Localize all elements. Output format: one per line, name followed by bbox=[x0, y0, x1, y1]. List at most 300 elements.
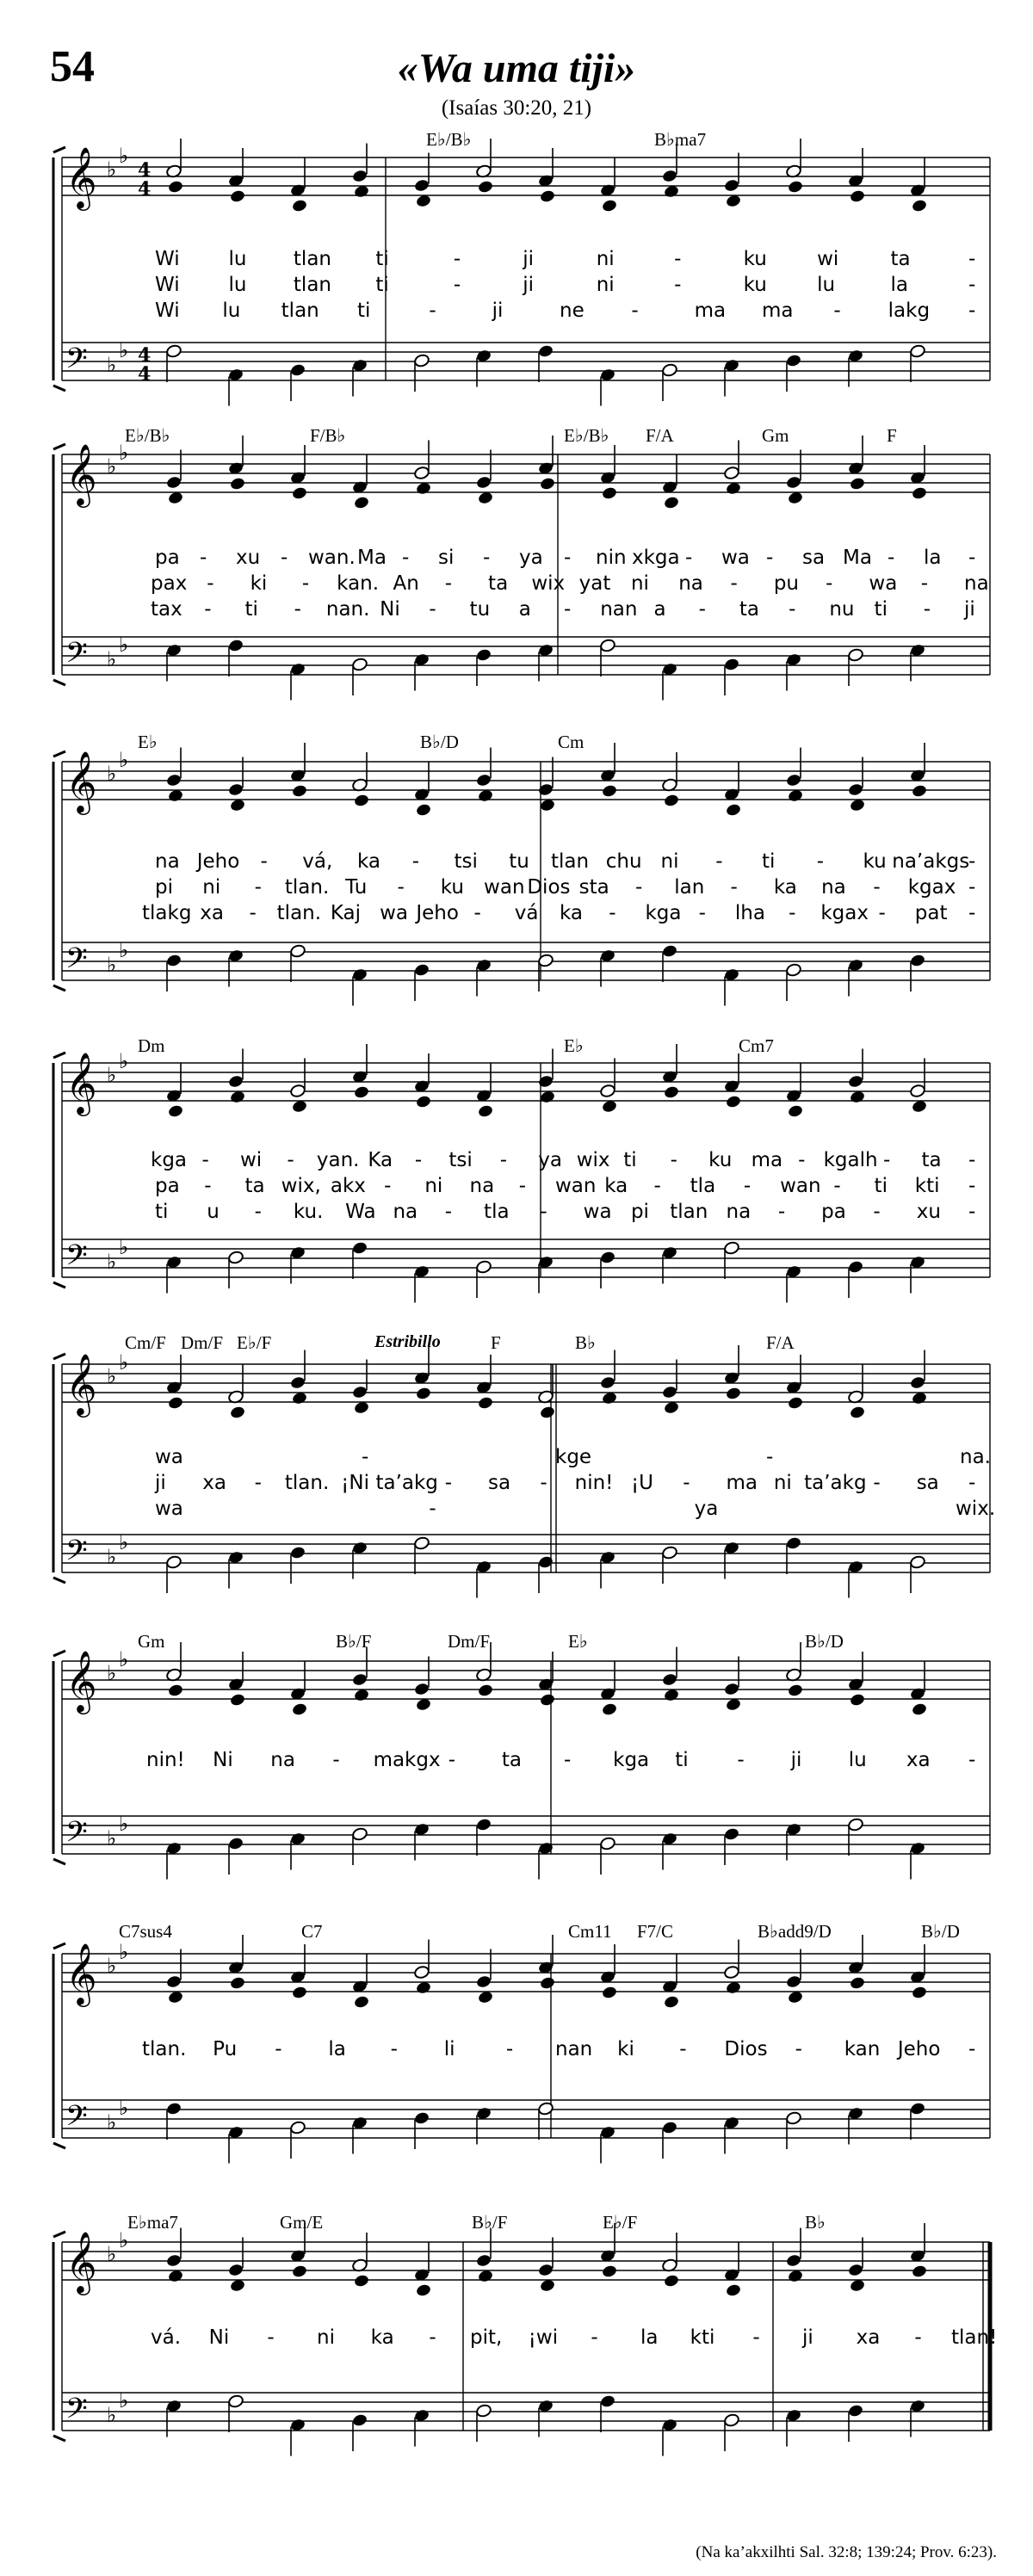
note-head bbox=[475, 1818, 492, 1832]
note-head bbox=[229, 1976, 245, 1991]
chord-symbol: F/A bbox=[766, 1332, 795, 1353]
note-head bbox=[289, 2121, 306, 2135]
note-head bbox=[413, 963, 430, 978]
lyric-syllable: Jeho bbox=[196, 850, 240, 873]
lyric-syllable: - bbox=[968, 1749, 976, 1771]
flat-icon: ♭ bbox=[107, 158, 117, 182]
flat-icon: ♭ bbox=[107, 454, 117, 479]
lyric-syllable: tlan bbox=[293, 248, 331, 270]
lyric-syllable: kgalh bbox=[823, 1149, 878, 1171]
lyric-syllable: - bbox=[914, 2326, 922, 2349]
lyric-syllable: sa bbox=[802, 547, 826, 569]
note-head bbox=[289, 1546, 306, 1560]
lyric-syllable: chu bbox=[605, 850, 642, 873]
lyric-syllable: xa bbox=[856, 2326, 881, 2349]
note-head bbox=[165, 2102, 182, 2116]
lyric-syllable: u bbox=[207, 1201, 220, 1223]
lyric-syllable: - bbox=[518, 1175, 527, 1197]
lyric-syllable: ta’akg bbox=[804, 1472, 867, 1494]
lyric-syllable: Ni bbox=[208, 2326, 230, 2349]
note-head bbox=[663, 1085, 679, 1100]
note-head bbox=[291, 486, 307, 501]
note-head bbox=[353, 496, 369, 510]
note-head bbox=[167, 1683, 183, 1698]
flat-icon: ♭ bbox=[107, 2110, 117, 2134]
lyric-syllable: ti bbox=[874, 598, 888, 621]
lyric-syllable: ¡U bbox=[630, 1472, 653, 1494]
lyric-syllable: xu bbox=[916, 1201, 941, 1223]
lyric-syllable: ti bbox=[155, 1201, 169, 1223]
note-head bbox=[723, 2413, 739, 2428]
note-head bbox=[415, 1387, 431, 1401]
lyric-syllable: kga bbox=[151, 1149, 188, 1171]
note-head bbox=[785, 475, 801, 490]
note-head bbox=[849, 477, 865, 491]
lyric-syllable: Ma bbox=[843, 547, 872, 569]
lyric-syllable: - bbox=[564, 598, 572, 621]
lyric-syllable: ti bbox=[623, 1149, 637, 1171]
lyric-syllable: akx bbox=[330, 1175, 366, 1197]
bass-clef-icon: 𝄢 bbox=[65, 942, 88, 982]
lyric-syllable: xkga bbox=[632, 547, 680, 569]
flat-icon: ♭ bbox=[119, 441, 129, 465]
flat-icon: ♭ bbox=[107, 1954, 117, 1978]
note-head bbox=[723, 1827, 739, 1842]
lyric-syllable: - bbox=[730, 572, 738, 595]
lyric-syllable: ku bbox=[743, 248, 767, 270]
note-head bbox=[165, 773, 182, 788]
chord-symbol: B♭/F bbox=[472, 2212, 508, 2233]
lyric-syllable: - bbox=[968, 248, 976, 270]
lyric-syllable: ni bbox=[317, 2326, 335, 2349]
lyric-syllable: Ni bbox=[213, 1749, 233, 1771]
lyric-syllable: wan bbox=[484, 876, 525, 899]
lyric-syllable: ni bbox=[660, 850, 679, 873]
note-head bbox=[351, 169, 368, 183]
lyric-syllable: na. bbox=[960, 1446, 991, 1468]
lyric-syllable: - bbox=[384, 1175, 392, 1197]
lyric-syllable: - bbox=[453, 248, 461, 270]
lyric-syllable: nin! bbox=[146, 1749, 185, 1771]
note-head bbox=[353, 2274, 369, 2289]
note-head bbox=[477, 1396, 493, 1411]
lyric-syllable: ki bbox=[617, 2038, 634, 2060]
lyric-syllable: ti bbox=[675, 1749, 689, 1771]
lyric-syllable: - bbox=[888, 547, 895, 569]
lyric-syllable: - bbox=[833, 1175, 841, 1197]
note-head bbox=[787, 1396, 803, 1411]
lyric-syllable: wix, bbox=[281, 1175, 321, 1197]
note-head bbox=[723, 466, 739, 480]
note-head bbox=[353, 1995, 369, 2010]
lyric-syllable: - bbox=[730, 876, 738, 899]
lyric-syllable: si bbox=[438, 547, 455, 569]
lyric-syllable: wa bbox=[869, 572, 898, 595]
flat-icon: ♭ bbox=[107, 2403, 117, 2427]
chord-symbol: F/B♭ bbox=[310, 425, 346, 446]
lyric-syllable: ji bbox=[802, 2326, 813, 2349]
note-head bbox=[165, 475, 182, 490]
bass-clef-icon: 𝄢 bbox=[65, 2393, 88, 2432]
note-head bbox=[291, 1702, 307, 1717]
lyric-syllable: - bbox=[674, 248, 682, 270]
lyric-syllable: tsi bbox=[454, 850, 478, 873]
flat-icon: ♭ bbox=[119, 338, 129, 362]
lyric-syllable: kgax bbox=[907, 876, 956, 899]
lyric-syllable: xa bbox=[200, 902, 224, 924]
note-head bbox=[289, 363, 306, 378]
lyric-syllable: ni bbox=[630, 572, 649, 595]
chord-symbol: Gm/E bbox=[280, 2212, 324, 2233]
note-head bbox=[911, 1986, 927, 2000]
lyric-syllable: - bbox=[453, 274, 461, 296]
lyric-syllable: na bbox=[469, 1175, 495, 1197]
lyric-syllable: - bbox=[968, 1175, 976, 1197]
lyric-syllable: lakg bbox=[888, 300, 931, 322]
lyric-syllable: Ni bbox=[380, 598, 400, 621]
chord-symbol: C7sus4 bbox=[119, 1921, 172, 1942]
chord-symbol: B♭/D bbox=[420, 732, 459, 752]
lyric-syllable: ma bbox=[726, 1472, 758, 1494]
lyric-syllable: Wi bbox=[155, 274, 180, 296]
lyric-syllable: - bbox=[201, 1149, 209, 1171]
lyric-syllable: wa bbox=[155, 1498, 183, 1520]
lyric-syllable: ya bbox=[694, 1498, 719, 1520]
note-head bbox=[413, 1682, 430, 1696]
lyric-syllable: ni bbox=[596, 248, 615, 270]
treble-clef-icon: 𝄞 bbox=[65, 1942, 97, 2005]
note-head bbox=[847, 2263, 863, 2277]
lyric-syllable: pi bbox=[630, 1201, 649, 1223]
lyric-syllable: - bbox=[411, 850, 420, 873]
note-head bbox=[229, 189, 245, 204]
lyric-syllable: Wi bbox=[155, 300, 180, 322]
lyric-syllable: - bbox=[766, 547, 774, 569]
chord-symbol: Dm bbox=[138, 1035, 165, 1056]
lyric-syllable: - bbox=[444, 1201, 453, 1223]
lyric-syllable: - bbox=[968, 1201, 976, 1223]
lyric-syllable: na bbox=[155, 850, 180, 873]
flat-icon: ♭ bbox=[119, 1049, 129, 1073]
lyric-syllable: lu bbox=[848, 1749, 867, 1771]
lyric-syllable: pu bbox=[773, 572, 799, 595]
lyric-syllable: - bbox=[631, 300, 639, 322]
lyric-syllable: pa bbox=[155, 1175, 180, 1197]
flat-icon: ♭ bbox=[119, 748, 129, 772]
note-head bbox=[229, 1405, 245, 1420]
chord-symbol: B♭add9/D bbox=[758, 1921, 832, 1942]
lyric-syllable: - bbox=[281, 547, 288, 569]
bass-clef-icon: 𝄢 bbox=[65, 637, 88, 676]
bass-clef-icon: 𝄢 bbox=[65, 1239, 88, 1279]
note-head bbox=[291, 1986, 307, 2000]
lyric-syllable: sta bbox=[578, 876, 609, 899]
note-head bbox=[415, 1095, 431, 1109]
lyric-syllable: ta bbox=[488, 572, 509, 595]
lyric-syllable: Dios bbox=[527, 876, 571, 899]
lyric-syllable: tlan. bbox=[276, 902, 322, 924]
flat-icon: ♭ bbox=[119, 2388, 129, 2412]
lyric-syllable: na’akgs bbox=[892, 850, 970, 873]
lyric-syllable: wa bbox=[721, 547, 750, 569]
lyric-syllable: ku bbox=[708, 1149, 733, 1171]
lyric-syllable: ka bbox=[773, 876, 797, 899]
note-head bbox=[539, 477, 555, 491]
lyric-syllable: ji bbox=[523, 274, 535, 296]
lyric-syllable: - bbox=[564, 1749, 572, 1771]
note-head bbox=[291, 199, 307, 213]
lyric-syllable: Ma bbox=[357, 547, 387, 569]
note-head bbox=[911, 2264, 927, 2279]
chord-symbol: E♭/B♭ bbox=[426, 129, 472, 150]
lyric-syllable: lu bbox=[228, 274, 247, 296]
note-head bbox=[663, 496, 679, 510]
note-head bbox=[165, 954, 182, 968]
lyric-syllable: - bbox=[429, 2326, 436, 2349]
note-head bbox=[165, 1974, 182, 1989]
note-head bbox=[289, 1084, 306, 1098]
lyric-syllable: na bbox=[726, 1201, 752, 1223]
lyric-syllable: nin! bbox=[574, 1472, 614, 1494]
lyric-syllable: ta bbox=[244, 1175, 265, 1197]
flat-icon: ♭ bbox=[107, 1364, 117, 1388]
lyric-syllable: - bbox=[362, 1446, 369, 1468]
note-head bbox=[661, 169, 677, 183]
lyric-syllable: ka bbox=[370, 2326, 394, 2349]
lyric-syllable: yan. bbox=[316, 1149, 360, 1171]
lyric-syllable: ta bbox=[921, 1149, 942, 1171]
lyric-syllable: tlan. bbox=[284, 876, 330, 899]
lyric-syllable: - bbox=[564, 547, 572, 569]
note-head bbox=[847, 2404, 863, 2418]
note-head bbox=[725, 2283, 741, 2298]
note-head bbox=[661, 1385, 677, 1399]
lyric-syllable: ta bbox=[890, 248, 911, 270]
lyric-syllable: - bbox=[826, 572, 833, 595]
lyric-syllable: la bbox=[328, 2038, 346, 2060]
chord-symbol: Cm11 bbox=[568, 1921, 612, 1942]
lyric-syllable: tla bbox=[484, 1201, 510, 1223]
bass-clef-icon: 𝄢 bbox=[65, 343, 88, 382]
flat-icon: ♭ bbox=[107, 1545, 117, 1569]
note-head bbox=[909, 954, 925, 968]
lyric-syllable: wa bbox=[380, 902, 409, 924]
lyric-syllable: Pu bbox=[213, 2038, 238, 2060]
lyric-syllable: kge bbox=[555, 1446, 592, 1468]
lyric-syllable: pax bbox=[151, 572, 188, 595]
lyric-syllable: - bbox=[789, 598, 796, 621]
lyric-syllable: la bbox=[924, 547, 942, 569]
flat-icon: ♭ bbox=[119, 1940, 129, 1964]
chord-symbol: F7/C bbox=[637, 1921, 674, 1942]
lyric-syllable: - bbox=[275, 2038, 282, 2060]
treble-clef-icon: 𝄞 bbox=[65, 2230, 97, 2293]
note-head bbox=[785, 2253, 801, 2268]
lyric-syllable: - bbox=[968, 876, 976, 899]
lyric-syllable: kan. bbox=[337, 572, 380, 595]
lyric-syllable: - bbox=[591, 2326, 598, 2349]
chord-symbol: E♭ma7 bbox=[127, 2212, 178, 2233]
lyric-syllable: wix bbox=[576, 1149, 610, 1171]
note-head bbox=[911, 1702, 927, 1717]
lyric-syllable: - bbox=[204, 1175, 212, 1197]
lyric-syllable: - bbox=[698, 598, 706, 621]
note-head bbox=[849, 1976, 865, 1991]
note-head bbox=[785, 1536, 801, 1551]
lyric-syllable: tlan bbox=[551, 850, 590, 873]
chord-symbol: E♭/F bbox=[237, 1332, 272, 1353]
lyric-syllable: ta bbox=[501, 1749, 522, 1771]
lyric-syllable: ti bbox=[244, 598, 258, 621]
note-head bbox=[849, 1405, 865, 1420]
lyric-syllable: wan bbox=[555, 1175, 597, 1197]
note-head bbox=[413, 466, 430, 480]
note-head bbox=[785, 963, 801, 978]
lyric-syllable: tu bbox=[509, 850, 529, 873]
note-head bbox=[661, 2121, 677, 2135]
lyric-syllable: ma bbox=[694, 300, 727, 322]
lyric-syllable: - bbox=[715, 850, 723, 873]
lyric-syllable: - bbox=[448, 1749, 456, 1771]
chord-symbol: E♭/F bbox=[603, 2212, 638, 2233]
lyric-syllable: tlan bbox=[670, 1201, 708, 1223]
lyric-syllable: - bbox=[414, 1149, 423, 1171]
lyric-syllable: tlan bbox=[293, 274, 331, 296]
treble-clef-icon: 𝄞 bbox=[65, 442, 97, 505]
lyric-syllable: - bbox=[777, 1201, 786, 1223]
lyric-syllable: tlan bbox=[281, 300, 319, 322]
lyric-syllable: ka bbox=[357, 850, 381, 873]
note-head bbox=[475, 773, 492, 788]
lyric-syllable: tlakg bbox=[142, 902, 192, 924]
lyric-syllable: ni bbox=[424, 1175, 443, 1197]
song-number: 54 bbox=[50, 42, 95, 91]
lyric-syllable: - bbox=[332, 1749, 340, 1771]
lyric-syllable: - bbox=[402, 547, 410, 569]
note-head bbox=[663, 794, 679, 808]
lyric-syllable: - bbox=[968, 1149, 976, 1171]
flat-icon: ♭ bbox=[119, 1530, 129, 1554]
note-head bbox=[289, 1375, 306, 1390]
lyric-syllable: ni bbox=[202, 876, 221, 899]
note-head bbox=[661, 944, 677, 959]
lyric-syllable: Wa bbox=[345, 1201, 376, 1223]
flat-icon: ♭ bbox=[107, 647, 117, 671]
lyric-syllable: - bbox=[207, 572, 214, 595]
lyric-syllable: - bbox=[609, 902, 616, 924]
note-head bbox=[663, 2274, 679, 2289]
chord-symbol: Dm/F bbox=[181, 1332, 224, 1353]
note-head bbox=[413, 1965, 430, 1980]
note-head bbox=[723, 1241, 739, 1256]
treble-clef-icon: 𝄞 bbox=[65, 1051, 97, 1114]
note-head bbox=[413, 1536, 430, 1551]
lyric-syllable: ¡wi bbox=[528, 2326, 559, 2349]
lyric-syllable: wan. bbox=[308, 547, 356, 569]
lyric-syllable: na bbox=[270, 1749, 295, 1771]
treble-clef-icon: 𝄞 bbox=[65, 145, 97, 208]
lyric-syllable: lan bbox=[674, 876, 705, 899]
lyric-syllable: wi bbox=[239, 1149, 263, 1171]
lyric-syllable: - bbox=[540, 1201, 547, 1223]
flat-icon: ♭ bbox=[119, 1812, 129, 1836]
note-head bbox=[227, 1074, 244, 1089]
lyric-syllable: Ka bbox=[368, 1149, 393, 1171]
chord-symbol: Dm/F bbox=[448, 1631, 491, 1652]
flat-icon: ♭ bbox=[119, 938, 129, 962]
note-head bbox=[353, 794, 369, 808]
note-head bbox=[725, 1095, 741, 1109]
lyric-syllable: - bbox=[505, 2038, 514, 2060]
lyric-syllable: wix bbox=[531, 572, 566, 595]
note-head bbox=[351, 1241, 368, 1256]
note-head bbox=[477, 1104, 493, 1119]
bass-clef-icon: 𝄢 bbox=[65, 1816, 88, 1856]
lyric-syllable: pit, bbox=[470, 2326, 503, 2349]
chord-symbol: Gm bbox=[762, 425, 789, 446]
lyric-syllable: - bbox=[254, 876, 262, 899]
flat-icon: ♭ bbox=[119, 1350, 129, 1374]
lyric-syllable: ma bbox=[751, 1149, 783, 1171]
lyric-syllable: - bbox=[968, 902, 976, 924]
note-head bbox=[167, 180, 183, 195]
lyric-syllable: - bbox=[878, 902, 886, 924]
chord-symbol: B♭ma7 bbox=[654, 129, 707, 150]
lyric-syllable: Jeho bbox=[897, 2038, 941, 2060]
note-head bbox=[413, 354, 430, 368]
note-head bbox=[539, 1693, 555, 1708]
flat-icon: ♭ bbox=[119, 2228, 129, 2252]
note-head bbox=[475, 475, 492, 490]
lyric-syllable: sa bbox=[488, 1472, 511, 1494]
note-head bbox=[475, 2404, 492, 2418]
flat-icon: ♭ bbox=[119, 2096, 129, 2120]
lyric-syllable: kga bbox=[645, 902, 682, 924]
flat-icon: ♭ bbox=[107, 1826, 117, 1850]
note-head bbox=[227, 1251, 244, 1265]
lyric-syllable: nin bbox=[596, 547, 627, 569]
note-head bbox=[785, 2111, 801, 2126]
chord-symbol: B♭/D bbox=[921, 1921, 960, 1942]
footnote: (Na ka’akxilhti Sal. 32:8; 139:24; Prov. 6:23). bbox=[696, 2543, 997, 2561]
lyric-syllable: - bbox=[429, 1498, 436, 1520]
lyric-syllable: - bbox=[444, 1472, 453, 1494]
lyric-syllable: tu bbox=[469, 598, 491, 621]
lyric-syllable: na bbox=[964, 572, 989, 595]
note-head bbox=[909, 2102, 925, 2116]
note-head bbox=[599, 1251, 615, 1265]
lyric-syllable: kgax bbox=[820, 902, 869, 924]
lyric-syllable: ku bbox=[863, 850, 887, 873]
lyric-syllable: - bbox=[679, 2038, 687, 2060]
chord-symbol: C7 bbox=[301, 1921, 323, 1942]
lyric-syllable: - bbox=[798, 1149, 806, 1171]
lyric-syllable: - bbox=[397, 876, 405, 899]
lyric-syllable: lha bbox=[734, 902, 765, 924]
lyric-syllable: na bbox=[393, 1201, 418, 1223]
note-head bbox=[227, 1837, 244, 1851]
lyric-syllable: xa bbox=[202, 1472, 226, 1494]
lyric-syllable: na bbox=[678, 572, 703, 595]
lyric-syllable: - bbox=[873, 1201, 881, 1223]
lyric-syllable: ka bbox=[604, 1175, 628, 1197]
lyric-syllable: - bbox=[674, 274, 682, 296]
note-head bbox=[475, 2253, 492, 2268]
lyric-syllable: tsi bbox=[448, 1149, 473, 1171]
flat-icon: ♭ bbox=[107, 762, 117, 786]
bass-clef-icon: 𝄢 bbox=[65, 1535, 88, 1574]
lyric-syllable: ka bbox=[560, 902, 584, 924]
